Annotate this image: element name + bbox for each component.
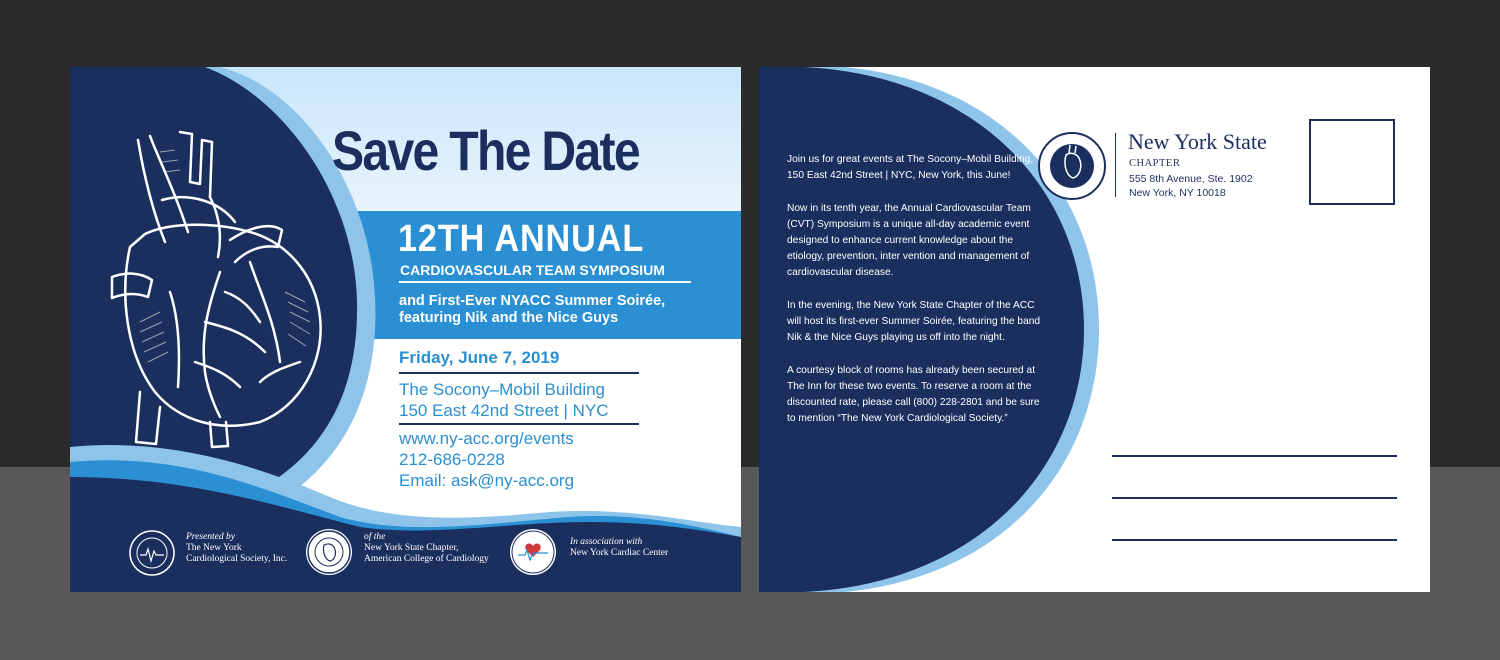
- presenter-line-2: Cardiological Society, Inc.: [186, 554, 288, 564]
- logo-divider: [1115, 133, 1116, 197]
- date-rule: [399, 372, 639, 374]
- acc-chapter-seal-icon: [304, 527, 354, 577]
- website-link[interactable]: www.ny-acc.org/events: [399, 429, 574, 448]
- venue-line-1: The Socony–Mobil Building: [399, 380, 606, 399]
- save-the-date-title: Save The Date: [332, 119, 639, 182]
- back-paragraph-4: A courtesy block of rooms has already been secured at The Inn for these two events. To reserve a room at the discounted rate, please call (800) 228-2801 and be sure to mention “The New York Cardiological Society.”: [787, 364, 1040, 425]
- org-chapter: CHAPTER: [1129, 158, 1181, 169]
- chapter-line-2: American College of Cardiology: [364, 554, 489, 564]
- annual-heading: 12TH ANNUAL: [398, 218, 645, 260]
- chapter-label: of the: [364, 532, 386, 542]
- postcard-back: [759, 67, 1430, 592]
- ny-cardiac-center-seal-icon: [508, 527, 558, 577]
- venue-rule: [399, 423, 639, 425]
- mailing-address-line-1: [1112, 455, 1397, 457]
- chapter-credit: [364, 532, 489, 565]
- back-body-text: [787, 152, 1042, 444]
- presenter-label: Presented by: [186, 532, 235, 542]
- back-paragraph-3: In the evening, the New York State Chapter of the ACC will host its first-ever Summer Soirée, featuring the band Nik & the Nice Guys playing us off into the night.: [787, 299, 1041, 344]
- mailing-address-line-3: [1112, 539, 1397, 541]
- back-paragraph-1: Join us for great events at The Socony–Mobil Building, 150 East 42nd Street | NYC, New York, this June!: [787, 154, 1034, 182]
- address-line-1: 555 8th Avenue, Ste. 1902: [1129, 173, 1253, 185]
- contact-block: [399, 428, 574, 491]
- symposium-rule: [399, 281, 691, 283]
- venue-line-2: 150 East 42nd Street | NYC: [399, 401, 609, 420]
- return-address: [1129, 172, 1253, 200]
- soiree-text: [399, 293, 699, 327]
- symposium-heading: CARDIOVASCULAR TEAM SYMPOSIUM: [400, 262, 665, 278]
- assoc-line-1: New York Cardiac Center: [570, 548, 669, 558]
- org-name: New York State: [1128, 129, 1267, 154]
- event-date: Friday, June 7, 2019: [399, 348, 560, 367]
- presenter-credit: [186, 532, 287, 565]
- soiree-line-2: featuring Nik and the Nice Guys: [399, 310, 619, 326]
- soiree-line-1: and First-Ever NYACC Summer Soirée,: [399, 293, 666, 309]
- postcard-front: [70, 67, 741, 592]
- address-line-2: New York, NY 10018: [1129, 187, 1226, 199]
- ny-cardiological-society-seal-icon: [128, 529, 176, 577]
- email-link[interactable]: Email: ask@ny-acc.org: [399, 471, 575, 490]
- back-paragraph-2: Now in its tenth year, the Annual Cardiovascular Team (CVT) Symposium is a unique all-day academic event designed to enhance current knowledge about the etiology, prevention, inter vention and management of cardiovascular disease.: [787, 202, 1031, 279]
- heart-illustration-icon: [100, 122, 350, 452]
- phone-number: 212-686-0228: [399, 450, 505, 469]
- assoc-label: In association with: [570, 537, 643, 547]
- stamp-box: [1309, 119, 1395, 205]
- presenter-line-1: The New York: [186, 543, 242, 553]
- mailing-address-line-2: [1112, 497, 1397, 499]
- chapter-line-1: New York State Chapter,: [364, 543, 459, 553]
- association-credit: [570, 537, 668, 559]
- nyacc-seal-icon: [1037, 131, 1107, 201]
- venue-text: [399, 379, 608, 421]
